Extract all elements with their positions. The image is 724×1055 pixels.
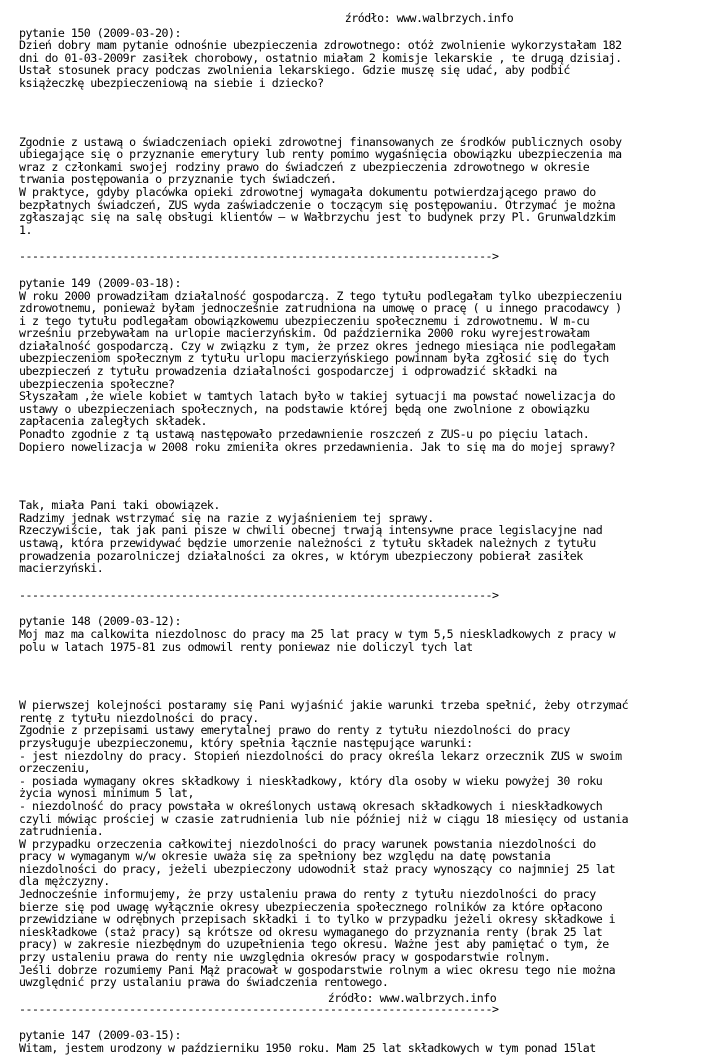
answer-line: 1.: [19, 222, 32, 237]
answer-line: życia wynosi minimum 5 lat,: [19, 786, 194, 801]
answer-line: Zgodnie z przepisami ustawy emerytalnej prawo do renty z tytułu niezdolności do pracy: [19, 723, 570, 738]
separator: ------------------------------------------------------------------------->: [19, 249, 499, 264]
answer-line: - posiada wymagany okres składkowy i nieskładkowy, który dla osoby w wieku powyżej 30 roku: [19, 773, 603, 788]
answer-line: macierzyński.: [19, 561, 104, 576]
answer-line: niezdolności do pracy, jeżeli ubezpieczony udowodnił staż pracy wynoszący co najmniej 25 lat: [19, 861, 616, 876]
answer-line: Tak, miała Pani taki obowiązek.: [19, 498, 220, 513]
question-line: Dopiero nowelizacja w 2008 roku zmieniła okres przedawnienia. Jak to się ma do mojej sprawy?: [19, 439, 616, 454]
question-line: i z tego tytułu podlegałam obowiązkowemu ubezpieczeniu społecznemu i zdrowotnemu. W m-cu: [19, 313, 590, 328]
question-line: wrześniu przebywałam na urlopie macierzyńskim. Od października 2000 roku wyrejestrowałam: [19, 326, 590, 341]
separator: ------------------------------------------------------------------------->: [19, 587, 499, 602]
question-line: polu w latach 1975-81 zus odmowil renty poniewaz nie doliczyl tych lat: [19, 639, 473, 654]
answer-line: W praktyce, gdyby placówka opieki zdrowotnej wymagała dokumentu potwierdzającego prawo do: [19, 184, 596, 199]
question-line: Ponadto zgodnie z tą ustawą następowało przedawnienie roszczeń z ZUS-u po pięciu latach.: [19, 427, 590, 442]
answer-line: orzeczeniu,: [19, 761, 91, 776]
answer-line: uwzględnić przy ustalaniu prawa do świadczenia rentowego.: [19, 975, 389, 990]
question-line: W roku 2000 prowadziłam działalność gospodarczą. Z tego tytułu podlegałam tylko ubezpieczeniu: [19, 288, 622, 303]
header-source: źródło: www.walbrzych.info: [344, 11, 514, 25]
question-line: ubezpieczenia społeczne?: [19, 376, 175, 391]
question-line: Ustał stosunek pracy podczas zwolnienia lekarskiego. Gdzie muszę się udać, aby podbić: [19, 63, 570, 78]
answer-line: trwania postępowania o przyznanie tych świadczeń.: [19, 172, 337, 187]
question-title: pytanie 147 (2009-03-15):: [19, 1028, 182, 1043]
answer-line: zatrudnienia.: [19, 824, 104, 839]
answer-line: Radzimy jednak wstrzymać się na razie z wyjaśnieniem tej sprawy.: [19, 510, 434, 525]
answer-line: pracy w wymaganym w/w okresie uważa się za spełniony bez względu na datę powstania: [19, 849, 551, 864]
question-title: pytanie 149 (2009-03-18):: [19, 275, 182, 290]
answer-line: ubiegające się o przyznanie emerytury lub renty pomimo wygaśnięcia obowiązku ubezpieczenia ma: [19, 147, 622, 162]
answer-line: Zgodnie z ustawą o świadczeniach opieki zdrowotnej finansowanych ze środków publicznych osoby: [19, 134, 622, 149]
answer-line: przewidziane w odrębnych przepisach składki i to tylko w przypadku jeżeli okresy składkowe i: [19, 912, 616, 927]
question-line: ustawy o ubezpieczeniach społecznych, na podstawie której będą one zwolnione z obowiązku: [19, 401, 590, 416]
question-line: dni do 01-03-2009r zasiłek chorobowy, ostatnio miałam 2 komisje lekarskie , te drugą dzisiaj.: [19, 50, 622, 65]
document-page: [19, 12, 719, 1055]
answer-line: Rzeczywiście, tak jak pani pisze w chwili obecnej trwają intensywne prace legislacyjne nad: [19, 523, 603, 538]
answer-line: przy ustaleniu prawa do renty nie uwzględnia okresów pracy w gospodarstwie rolnym.: [19, 950, 551, 965]
answer-149: [19, 499, 719, 575]
question-line: Słyszałam ,że wiele kobiet w tamtych latach było w takiej sytuacji ma powstać nowelizacja do: [19, 389, 616, 404]
answer-line: bierze się pod uwagę wyłącznie okresy ubezpieczenia społecznego rolników za które opłacono: [19, 899, 603, 914]
answer-line: zgłaszając się na salę obsługi klientów – w Wałbrzychu jest to budynek przy Pl. Grunwaldzkim: [19, 210, 616, 225]
question-line: Dzień dobry mam pytanie odnośnie ubezpieczenia zdrowotnego: otóż zwolnienie wykorzystałam 182: [19, 38, 622, 53]
footer-source: źródło: www.walbrzych.info: [327, 991, 497, 1005]
answer-line: rentę z tytułu niezdolności do pracy.: [19, 710, 259, 725]
answer-line: W przypadku orzeczenia całkowitej niezdolności do pracy warunek powstania niezdolności do: [19, 836, 596, 851]
question-149: [19, 277, 719, 453]
answer-line: Jeśli dobrze rozumiemy Pani Mąż pracował w gospodarstwie rolnym a wiec okresu tego nie można: [19, 962, 616, 977]
answer-line: nieskładkowe (staż pracy) są krótsze od okresu wymaganego do przyznania renty (brak 25 lat: [19, 924, 603, 939]
answer-line: pracy) w zakresie niezbędnym do uzupełnienia tego okresu. Ważne jest aby pamiętać o tym, że: [19, 937, 609, 952]
answer-148: [19, 699, 719, 989]
question-line: zapłacenia zaległych składek.: [19, 414, 207, 429]
answer-150: [19, 136, 719, 237]
answer-line: - niezdolność do pracy powstała w określonych ustawą okresach składkowych i nieskładkowych: [19, 798, 603, 813]
question-line: ubezpieczeń z tytułu prowadzenia działalności gospodarczej i odprowadzić składki na: [19, 364, 557, 379]
question-147: [19, 1029, 719, 1054]
answer-line: dla mężczyzny.: [19, 874, 110, 889]
question-line: zdrowotnemu, ponieważ byłam jednocześnie zatrudniona na umowę o pracę ( u innego pracodawcy ): [19, 301, 622, 316]
answer-line: przysługuje ubezpieczonemu, który spełnia łącznie następujące warunki:: [19, 735, 473, 750]
answer-line: prowadzenia pozarolniczej działalności za okres, w którym ubezpieczony pobierał zasiłek: [19, 548, 583, 563]
answer-line: - jest niezdolny do pracy. Stopień niezdolności do pracy określa lekarz orzecznik ZUS w swoim: [19, 748, 622, 763]
question-line: ubezpieczeniom społecznym z tytułu urlopu macierzyńskiego powinnam była zgłosić się do tych: [19, 351, 609, 366]
question-line: działalność gospodarczą. Czy w związku z tym, że przez okres jednego miesiąca nie podlegałam: [19, 338, 616, 353]
answer-line: wraz z członkami swojej rodziny prawo do świadczeń z ubezpieczenia zdrowotnego w okresie: [19, 159, 590, 174]
question-line: Witam, jestem urodzony w październiku 1950 roku. Mam 25 lat składkowych w tym ponad 15lat: [19, 1041, 596, 1055]
question-150: [19, 27, 719, 90]
question-title: pytanie 148 (2009-03-12):: [19, 614, 182, 629]
question-148: [19, 615, 719, 653]
answer-line: W pierwszej kolejności postaramy się Pani wyjaśnić jakie warunki trzeba spełnić, żeby otrzymać: [19, 698, 629, 713]
question-title: pytanie 150 (2009-03-20):: [19, 25, 182, 40]
answer-line: bezpłatnych świadczeń, ZUS wyda zaświadczenie o toczącym się postępowaniu. Otrzymać je można: [19, 197, 616, 212]
question-line: książeczkę ubezpieczeniową na siebie i dziecko?: [19, 75, 324, 90]
question-line: Moj maz ma calkowita niezdolnosc do pracy ma 25 lat pracy w tym 5,5 nieskladkowych z pracy w: [19, 626, 616, 641]
separator: ------------------------------------------------------------------------->: [19, 1001, 499, 1016]
answer-line: ustawą, która przewidywać będzie umorzenie należności z tytułu składek należnych z tytułu: [19, 536, 596, 550]
answer-line: czyli mówiąc prościej w czasie zatrudnienia lub nie później niż w ciągu 18 miesięcy od ustania: [19, 811, 629, 826]
answer-line: Jednocześnie informujemy, że przy ustaleniu prawa do renty z tytułu niezdolności do pracy: [19, 887, 596, 902]
